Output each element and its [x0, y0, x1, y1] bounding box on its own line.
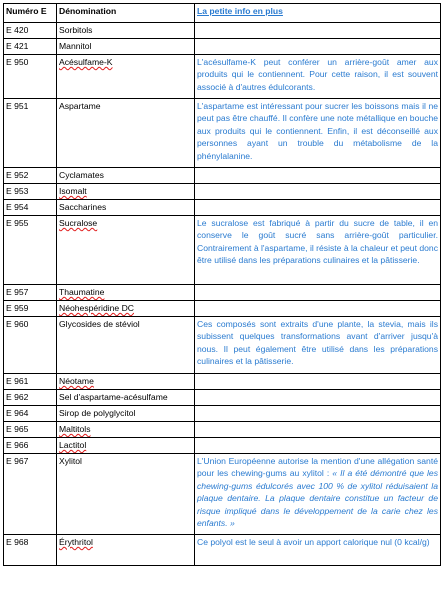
cell-info — [195, 23, 441, 39]
cell-code: E 965 — [4, 422, 57, 438]
cell-info — [195, 184, 441, 200]
table-row — [4, 55, 441, 99]
cell-code: E 955 — [4, 216, 57, 285]
cell-code: E 953 — [4, 184, 57, 200]
cell-name — [57, 184, 195, 200]
cell-name — [57, 422, 195, 438]
cell-info — [195, 374, 441, 390]
table-row — [4, 301, 441, 317]
cell-name: Sel d'aspartame-acésulfame — [57, 390, 195, 406]
cell-name — [57, 301, 195, 317]
sweeteners-table — [3, 3, 441, 566]
cell-code: E 954 — [4, 200, 57, 216]
cell-info-quote: « Il a été démontré que les chewing-gums édulcorés avec 100 % de xylitol réduisaient la plaque dentaire. La plaque dentaire constitue un facteur de risque impliqué dans le développement de la carie chez les enfants. » — [197, 468, 438, 529]
table-row — [4, 374, 441, 390]
cell-code: E 962 — [4, 390, 57, 406]
cell-name — [57, 55, 195, 99]
cell-info — [195, 285, 441, 301]
cell-name-text: Isomalt — [59, 186, 87, 196]
cell-name-text: Néohespéridine DC — [59, 303, 134, 313]
table-row — [4, 216, 441, 285]
cell-code: E 951 — [4, 99, 57, 168]
table-header-row — [4, 4, 441, 23]
cell-info — [195, 454, 441, 535]
cell-name — [57, 438, 195, 454]
cell-info — [195, 301, 441, 317]
table-row — [4, 39, 441, 55]
table-row — [4, 200, 441, 216]
cell-name — [57, 374, 195, 390]
cell-name: Saccharines — [57, 200, 195, 216]
cell-name-text: Sucralose — [59, 218, 98, 228]
table-row — [4, 454, 441, 535]
cell-info: Le sucralose est fabriqué à partir du sucre de table, il en conserve le goût sucré sans arrière-goût particulier. Contrairement à l'aspartame, il résiste à la chaleur et peut donc être utilisé dans les préparations culinaires et la pâtisserie. — [195, 216, 441, 285]
table-row — [4, 422, 441, 438]
cell-code: E 959 — [4, 301, 57, 317]
cell-name-text: Thaumatine — [59, 287, 105, 297]
table-row — [4, 406, 441, 422]
cell-name: Xylitol — [57, 454, 195, 535]
cell-name: Aspartame — [57, 99, 195, 168]
cell-info — [195, 390, 441, 406]
cell-info — [195, 438, 441, 454]
cell-name-text: Lactitol — [59, 440, 87, 450]
table-row — [4, 184, 441, 200]
table-row — [4, 390, 441, 406]
table-row — [4, 317, 441, 374]
cell-name — [57, 535, 195, 566]
cell-info: Ce polyol est le seul à avoir un apport calorique nul (0 kcal/g) — [195, 535, 441, 566]
cell-code: E 964 — [4, 406, 57, 422]
header-name: Dénomination — [57, 4, 195, 23]
cell-code: E 967 — [4, 454, 57, 535]
cell-name — [57, 285, 195, 301]
cell-name-text: Acésulfame-K — [59, 57, 113, 67]
cell-info: Ces composés sont extraits d'une plante, la stevia, mais ils subissent quelques transformations avant d'arriver jusqu'à nous. Il peut également être utilisé dans les préparations culinaires et la pâtisserie. — [195, 317, 441, 374]
cell-info — [195, 39, 441, 55]
table-row — [4, 285, 441, 301]
table-row — [4, 535, 441, 566]
cell-name: Sorbitols — [57, 23, 195, 39]
cell-name-text: Maltitols — [59, 424, 91, 434]
cell-info — [195, 200, 441, 216]
cell-name: Glycosides de stéviol — [57, 317, 195, 374]
table-row — [4, 438, 441, 454]
header-code: Numéro E — [4, 4, 57, 23]
table-row — [4, 23, 441, 39]
cell-code: E 957 — [4, 285, 57, 301]
header-info: La petite info en plus — [195, 4, 441, 23]
cell-code: E 421 — [4, 39, 57, 55]
cell-name-text: Érythritol — [59, 537, 93, 547]
cell-code: E 950 — [4, 55, 57, 99]
cell-code: E 420 — [4, 23, 57, 39]
cell-code: E 952 — [4, 168, 57, 184]
cell-code: E 960 — [4, 317, 57, 374]
cell-info: L'aspartame est intéressant pour sucrer les boissons mais il ne peut pas être chauffé. Il confère une note métallique en bouche aux produits qui le contiennent. Enfin, il est déconseillé aux personnes ayant un trouble du métabolisme de la phénylalanine. — [195, 99, 441, 168]
cell-name: Cyclamates — [57, 168, 195, 184]
cell-info: L'acésulfame-K peut conférer un arrière-goût amer aux produits qui le contiennent. Pour cette raison, il est souvent associé à d'autres édulcorants. — [195, 55, 441, 99]
cell-info — [195, 406, 441, 422]
table-row — [4, 168, 441, 184]
cell-code: E 968 — [4, 535, 57, 566]
cell-info-text: L'Union Européenne autorise la mention d'une allégation santé pour les chewing-gums au xylitol : — [197, 456, 438, 479]
cell-info — [195, 422, 441, 438]
cell-name: Mannitol — [57, 39, 195, 55]
cell-name: Sirop de polyglycitol — [57, 406, 195, 422]
cell-name-text: Néotame — [59, 376, 94, 386]
cell-code: E 966 — [4, 438, 57, 454]
cell-info — [195, 168, 441, 184]
table-row — [4, 99, 441, 168]
cell-name — [57, 216, 195, 285]
cell-code: E 961 — [4, 374, 57, 390]
